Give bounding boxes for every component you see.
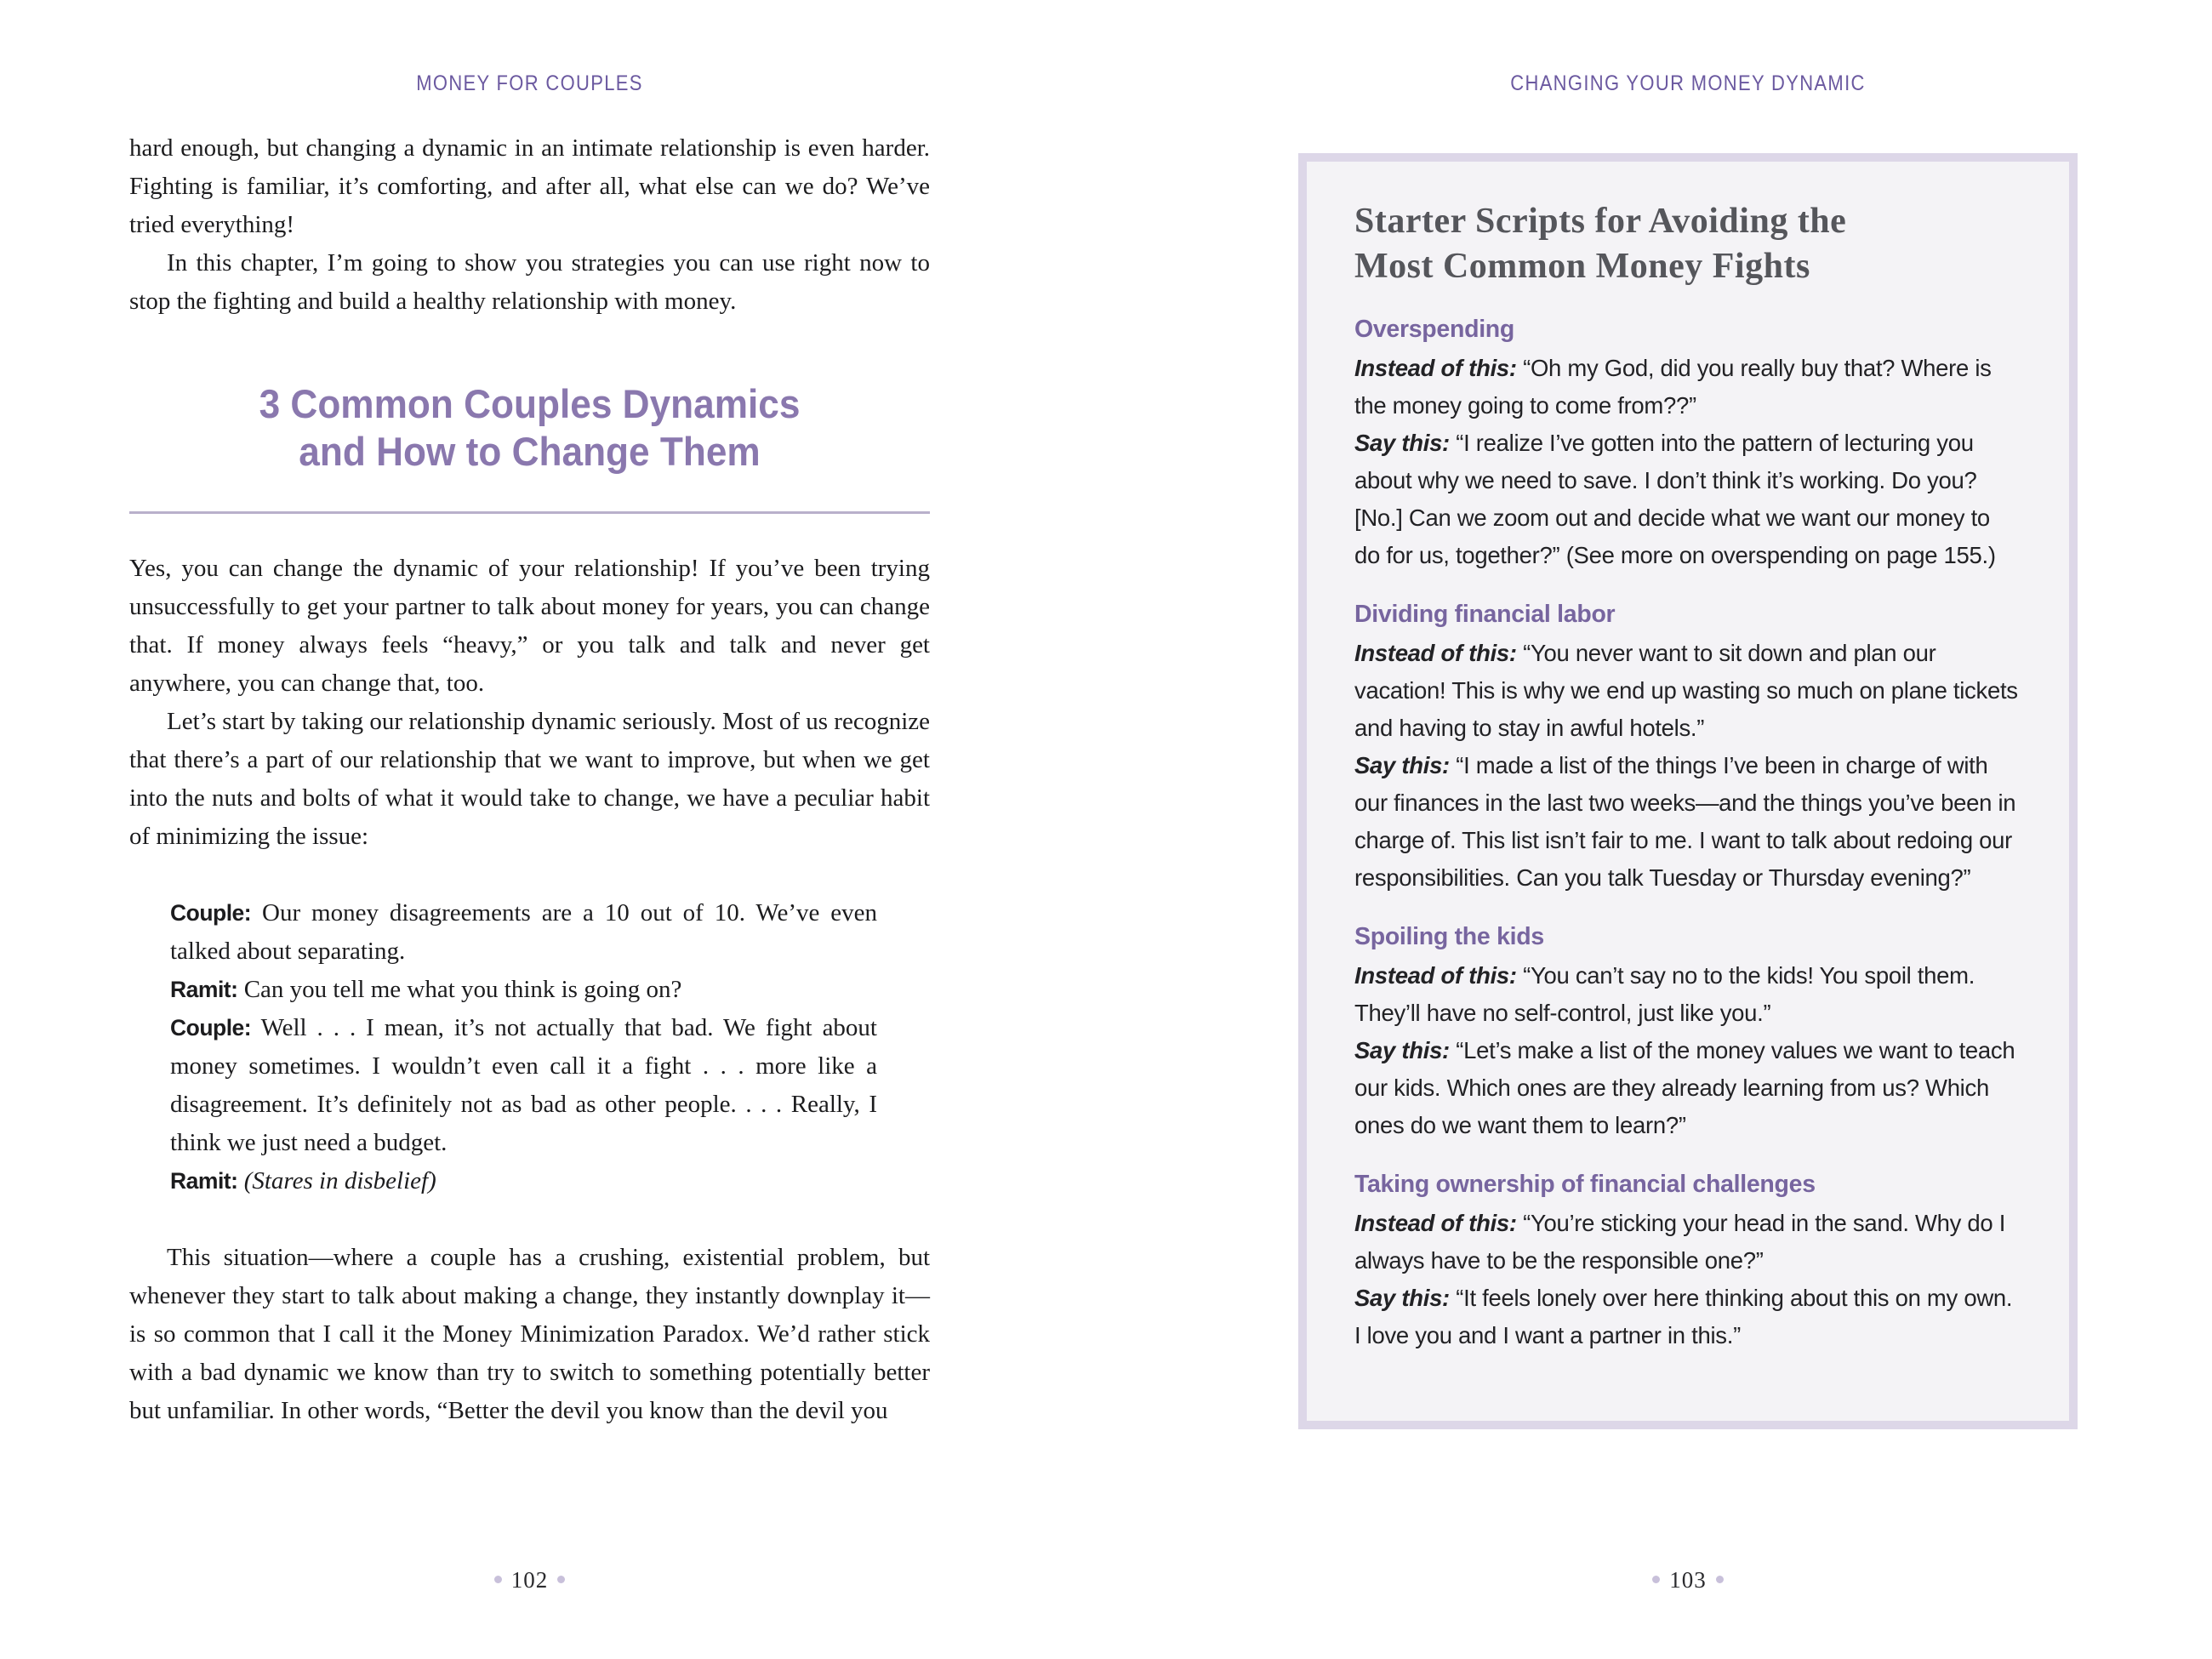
dialogue-entry [170, 971, 877, 1009]
dialogue-entry [170, 894, 877, 971]
script-item [1354, 425, 2021, 574]
dialogue-speaker: Couple: [170, 900, 252, 926]
page-number-right: 103 [1669, 1567, 1707, 1593]
dialogue-text: Can you tell me what you think is going on? [243, 976, 682, 1003]
script-section [1354, 1170, 2021, 1354]
dialogue-speaker: Ramit: [170, 977, 238, 1002]
dialogue-entry [170, 1162, 877, 1200]
intro-paragraphs [129, 129, 930, 321]
page-number-left: 102 [510, 1567, 549, 1593]
script-item [1354, 1280, 2021, 1354]
scripts-box-title [1354, 199, 2021, 289]
script-item-text: “I made a list of the things I’ve been in charge of with our finances in the last two weeks—and the things you’ve been in charge of. This list isn’t fair to me. I want to talk about redoing our responsibilities. Can you talk Tuesday or Thursday evening?” [1354, 752, 2016, 891]
script-item-label: Instead of this: [1354, 640, 1517, 666]
script-item-label: Instead of this: [1354, 355, 1517, 381]
left-text-column [129, 129, 930, 1430]
section-divider-rule [129, 511, 930, 514]
chapter-heading-line2: and How to Change Them [299, 429, 761, 474]
running-header-left: MONEY FOR COUPLES [416, 71, 643, 95]
script-item-label: Say this: [1354, 1285, 1450, 1311]
script-item-label: Instead of this: [1354, 962, 1517, 989]
dialogue-block [170, 894, 877, 1200]
script-item-text: “Let’s make a list of the money values we want to teach our kids. Which ones are they already learning from us? Which ones do we want them to learn?” [1354, 1037, 2015, 1138]
footer-dot-icon [557, 1576, 565, 1583]
script-section [1354, 922, 2021, 1144]
script-item-text: “You can’t say no to the kids! You spoil them. They’ll have no self-control, just like you.” [1354, 962, 1975, 1026]
page-footer-left [129, 1567, 930, 1593]
footer-dot-icon [494, 1576, 502, 1583]
scripts-box-title-line1: Starter Scripts for Avoiding the [1354, 202, 1847, 241]
body-paragraph: In this chapter, I’m going to show you strategies you can use right now to stop the fighting and build a healthy relationship with money. [129, 249, 930, 315]
script-section-heading: Dividing financial labor [1354, 601, 1616, 628]
page-right [1106, 0, 2212, 1659]
closing-paragraph: This situation—where a couple has a crushing, existential problem, but whenever they start to talk about making a change, they instantly downplay it—is so common that I call it the Money Minimization Paradox. We’d rather stick with a bad dynamic we know than try to switch to something potentially better but unfamiliar. In other words, “Better the devil you know than the devil you [129, 1244, 930, 1424]
dialogue-text: Our money disagreements are a 10 out of 10. We’ve even talked about separating. [170, 899, 878, 965]
script-item-text: “I realize I’ve gotten into the pattern of lecturing you about why we need to save. I don’t think it’s working. Do you? [No.] Can we zoom out and decide what we want our money to do for us, together?” (See more on overspending on page 155.) [1354, 430, 1996, 568]
scripts-box-title-line2: Most Common Money Fights [1354, 247, 1810, 286]
script-item-text: “It feels lonely over here thinking about this on my own. I love you and I want a partner in this.” [1354, 1285, 2013, 1348]
script-item [1354, 957, 2021, 1032]
script-section [1354, 600, 2021, 897]
body-paragraph: Let’s start by taking our relationship dynamic seriously. Most of us recognize that there’s a part of our relationship that we want to improve, but when we get into the nuts and bolts of what it would take to change, we have a peculiar habit of minimizing the issue: [129, 708, 930, 850]
running-header-right: CHANGING YOUR MONEY DYNAMIC [1510, 71, 1866, 95]
starter-scripts-box [1298, 153, 2078, 1429]
script-item [1354, 1205, 2021, 1280]
chapter-heading-line1: 3 Common Couples Dynamics [259, 381, 801, 426]
body-paragraphs [129, 550, 930, 856]
script-item-text: “Oh my God, did you really buy that? Where is the money going to come from??” [1354, 355, 1992, 419]
dialogue-text: (Stares in disbelief) [243, 1167, 436, 1194]
script-item [1354, 635, 2021, 747]
dialogue-text: Well . . . I mean, it’s not actually that bad. We fight about money sometimes. I wouldn’t even call it a fight . . . more like a disagreement. It’s definitely not as bad as other people. . . . Really, I think we just need a budget. [170, 1014, 877, 1156]
dialogue-entry [170, 1009, 877, 1162]
script-section-heading: Taking ownership of financial challenges [1354, 1171, 1816, 1198]
script-sections [1354, 315, 2021, 1354]
body-paragraph: hard enough, but changing a dynamic in an intimate relationship is even harder. Fighting is familiar, it’s comforting, and after all, what else can we do? We’ve tried everything! [129, 134, 930, 238]
script-item-text: “You’re sticking your head in the sand. Why do I always have to be the responsible one?” [1354, 1210, 2006, 1274]
script-section-heading: Overspending [1354, 316, 1515, 343]
script-item-text: “You never want to sit down and plan our vacation! This is why we end up wasting so much on plane tickets and having to stay in awful hotels.” [1354, 640, 2018, 741]
body-paragraph: Yes, you can change the dynamic of your relationship! If you’ve been trying unsuccessfully to get your partner to talk about money for years, you can change that. If money always feels “heavy,” or you talk and talk and never get anywhere, you can change that, too. [129, 555, 930, 697]
chapter-section-heading [153, 380, 906, 476]
script-section-heading: Spoiling the kids [1354, 923, 1544, 950]
footer-dot-icon [1716, 1576, 1724, 1583]
footer-dot-icon [1652, 1576, 1660, 1583]
script-item-label: Say this: [1354, 752, 1450, 778]
dialogue-speaker: Couple: [170, 1015, 252, 1040]
script-item [1354, 350, 2021, 425]
dialogue-speaker: Ramit: [170, 1168, 238, 1194]
script-item [1354, 747, 2021, 897]
script-item-label: Say this: [1354, 430, 1450, 456]
page-footer-right [1298, 1567, 2078, 1593]
script-item-label: Instead of this: [1354, 1210, 1517, 1236]
script-item [1354, 1032, 2021, 1144]
script-section [1354, 315, 2021, 574]
script-item-label: Say this: [1354, 1037, 1450, 1063]
